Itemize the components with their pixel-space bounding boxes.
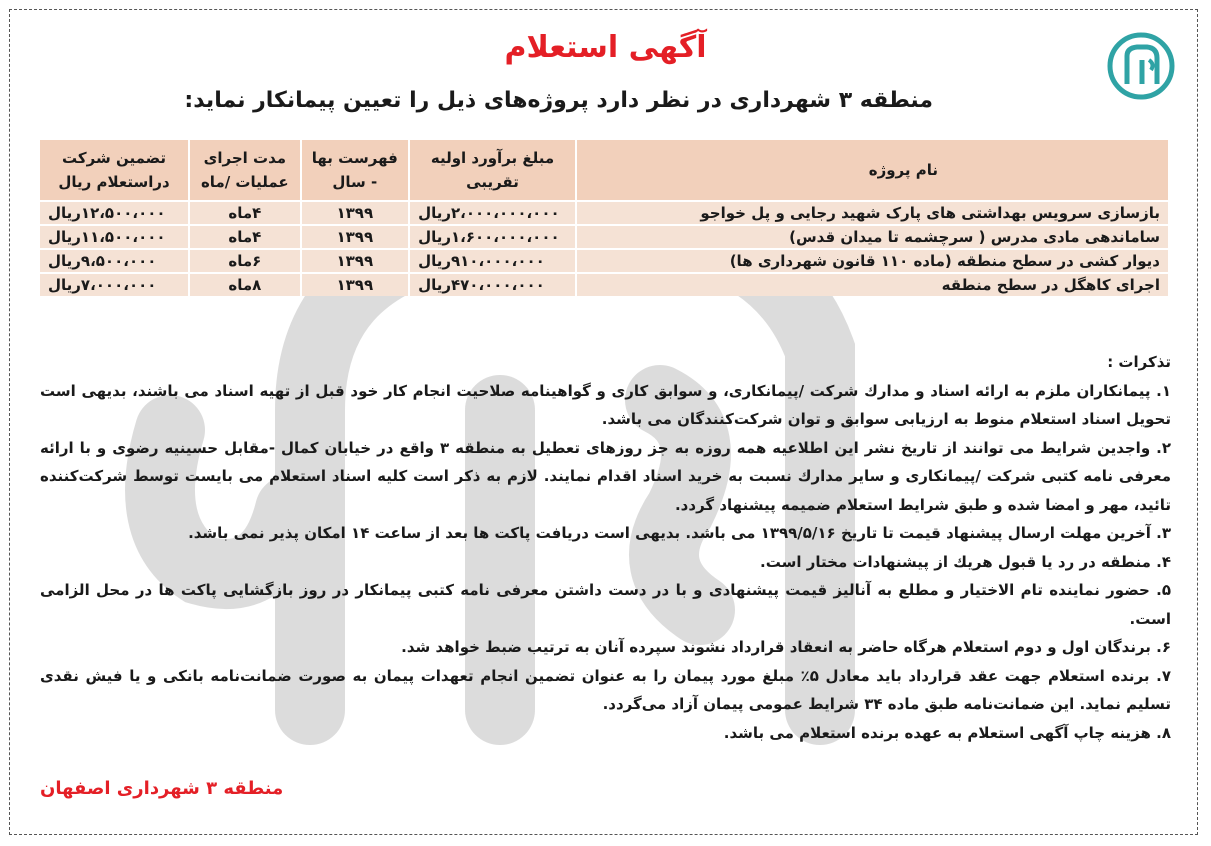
- guarantee: ۹،۵۰۰،۰۰۰ریال: [40, 249, 189, 273]
- guarantee: ۷،۰۰۰،۰۰۰ریال: [40, 273, 189, 296]
- col-project-name: نام پروژه: [576, 140, 1168, 201]
- estimate: ۹۱۰،۰۰۰،۰۰۰ریال: [409, 249, 576, 273]
- estimate: ۴۷۰،۰۰۰،۰۰۰ریال: [409, 273, 576, 296]
- projects-table: [40, 140, 1168, 296]
- col-guarantee: تضمین شرکت دراستعلام ریال: [40, 140, 189, 201]
- notes-heading: تذکرات :: [1107, 353, 1171, 371]
- table-row: [40, 225, 1168, 249]
- note-item: ۶. برندگان اول و دوم استعلام هرگاه حاضر به انعقاد قرارداد نشوند سپرده آنان به ترتیب ضبط خواهد شد.: [401, 638, 1171, 656]
- col-estimate: مبلغ برآورد اولیه تقریبی: [409, 140, 576, 201]
- note-item: ۷. برنده استعلام جهت عقد قرارداد باید معادل ۵٪ مبلغ مورد پیمان را به عنوان تضمین انجام تعهدات پیمان به صورت ضمانت‌نامه بانکی و یا فیش نقدی تسلیم نماید. این ضمانت‌نامه طبق ماده ۳۴ شرایط عمومی پیمان آزاد می‌گردد.: [40, 666, 1171, 713]
- table-row: [40, 249, 1168, 273]
- ad-subtitle: منطقه ۳ شهرداری در نظر دارد پروژه‌های ذیل را تعیین پیمانکار نماید:: [184, 88, 933, 113]
- price-list-year: ۱۳۹۹: [301, 249, 410, 273]
- footer-signature: منطقه ۳ شهرداری اصفهان: [40, 778, 284, 799]
- project-name: دیوار کشی در سطح منطقه (ماده ۱۱۰ قانون شهرداری ها): [576, 249, 1168, 273]
- duration: ۴ماه: [189, 201, 300, 225]
- ad-title: آگهی استعلام: [504, 30, 707, 65]
- table-row: [40, 273, 1168, 296]
- duration: ۸ماه: [189, 273, 300, 296]
- price-list-year: ۱۳۹۹: [301, 225, 410, 249]
- table-header-row: [40, 140, 1168, 201]
- estimate: ۲،۰۰۰،۰۰۰،۰۰۰ریال: [409, 201, 576, 225]
- note-item: ۸. هزینه چاپ آگهی استعلام به عهده برنده استعلام می باشد.: [723, 723, 1171, 742]
- col-price-list-year: فهرست بها - سال: [301, 140, 410, 201]
- note-item: ۲. واجدین شرایط می توانند از تاریخ نشر این اطلاعیه همه روزه به جز روزهای تعطیل به منطقه ۳ واقع در خیابان کمال -مقابل حسینیه رضوی و با ارائه معرفی نامه کتبی شرکت /پیمانکاری و سایر مدارك نسبت به خرید اسناد اقدام نمایند. لازم به ذکر است کلیه اسناد استعلام می بایست توسط شرکت‌کننده تائید، مهر و امضا شده و طبق شرایط استعلام ضمیمه پیشنهاد گردد.: [40, 438, 1172, 514]
- note-item: ۳. آخرین مهلت ارسال پیشنهاد قیمت تا تاریخ ۱۳۹۹/۵/۱۶ می باشد. بدیهی است دریافت پاکت ها بعد از ساعت ۱۴ امکان پذیر نمی باشد.: [188, 524, 1171, 542]
- col-duration: مدت اجرای عملیات /ماه: [189, 140, 300, 201]
- project-name: ساماندهی مادی مدرس ( سرچشمه تا میدان قدس): [576, 225, 1168, 249]
- project-name: بازسازی سرویس بهداشتی های پارک شهید رجایی و پل خواجو: [576, 201, 1168, 225]
- duration: ۶ماه: [189, 249, 300, 273]
- note-item: ۴. منطقه در رد یا قبول هریك از پیشنهادات مختار است.: [760, 552, 1171, 571]
- note-item: ۱. پیمانکاران ملزم به ارائه اسناد و مدارك شرکت /پیمانکاری، و سوابق کاری و گواهینامه صلاحیت انجام کار خود قبل از تهیه اسناد می باشند، بدیهی است تحویل اسناد استعلام منوط به ارزیابی سوابق و توان شرکت‌کنندگان می باشد.: [40, 381, 1171, 428]
- project-name: اجرای کاهگل در سطح منطقه: [576, 273, 1168, 296]
- note-item: ۵. حضور نماینده تام الاختیار و مطلع به آنالیز قیمت پیشنهادی و با در دست داشتن معرفی نامه کتبی پیمانکار در روز بازگشایی پاکت ها در محل الزامی است.: [40, 581, 1171, 628]
- table-row: [40, 201, 1168, 225]
- price-list-year: ۱۳۹۹: [301, 201, 410, 225]
- notes-section: [40, 348, 1171, 747]
- duration: ۴ماه: [189, 225, 300, 249]
- estimate: ۱،۶۰۰،۰۰۰،۰۰۰ریال: [409, 225, 576, 249]
- guarantee: ۱۲،۵۰۰،۰۰۰ریال: [40, 201, 189, 225]
- guarantee: ۱۱،۵۰۰،۰۰۰ریال: [40, 225, 189, 249]
- price-list-year: ۱۳۹۹: [301, 273, 410, 296]
